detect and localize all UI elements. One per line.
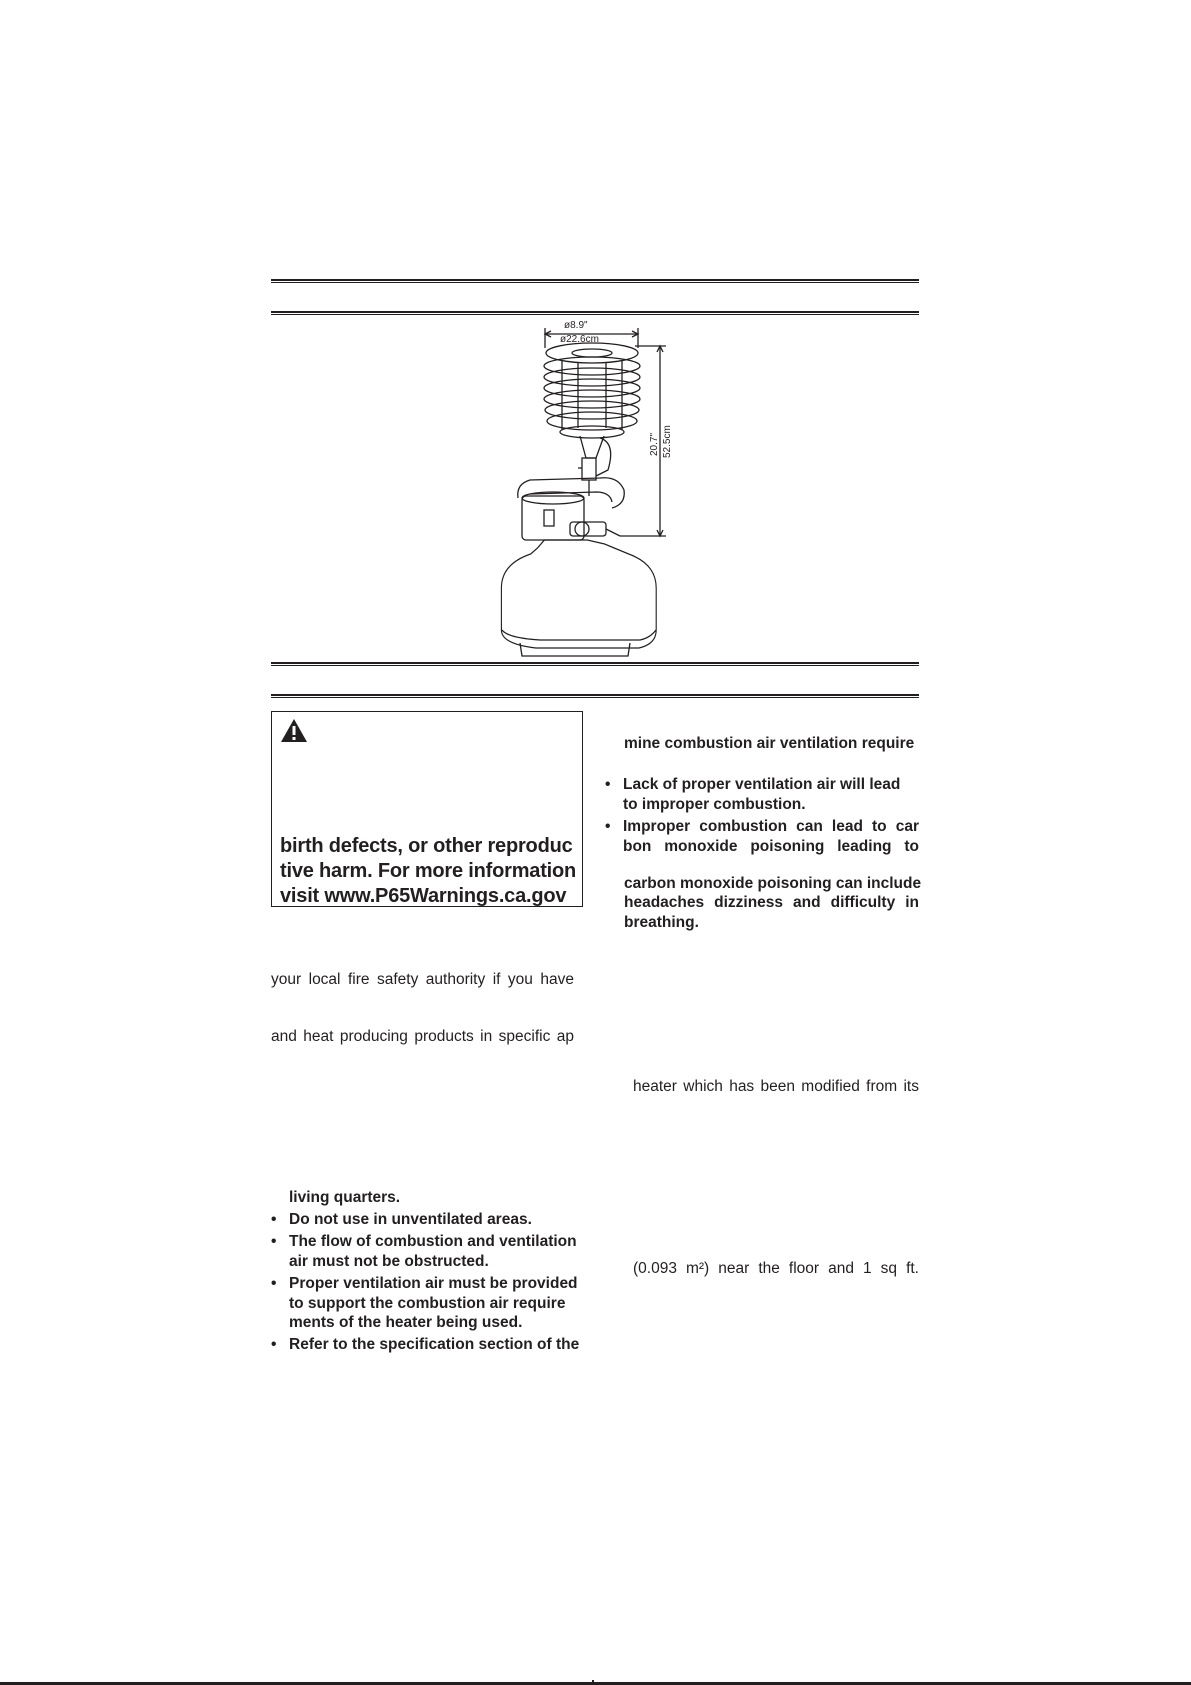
page-center-mark xyxy=(592,1680,594,1685)
line-heat-products: and heat producing products in specific ap xyxy=(271,1028,574,1045)
bullet-line: to support the combustion air require xyxy=(289,1294,566,1312)
line-modified-heater: heater which has been modified from its xyxy=(633,1078,919,1095)
p65-line: tive harm. For more information xyxy=(280,860,577,882)
line-mine-combustion: mine combustion air ventilation require xyxy=(624,735,915,752)
p65-line: birth defects, or other reproduc xyxy=(280,835,573,857)
bullet-line: ments of the heater being used. xyxy=(289,1314,523,1331)
diameter-cm-label: ø22.6cm xyxy=(560,334,599,345)
heater-figure xyxy=(500,318,700,660)
line-floor-vent: (0.093 m²) near the floor and 1 sq ft. xyxy=(633,1260,919,1277)
section-rule-text-top xyxy=(271,694,919,698)
bullet-line: Lack of proper ventilation air will lead xyxy=(623,776,901,793)
bullet-line: The flow of combustion and ventilation xyxy=(289,1233,577,1250)
diameter-in-label: ø8.9" xyxy=(564,320,588,331)
section-rule-figure-bottom xyxy=(271,662,919,666)
bullet-line: Improper combustion can lead to car xyxy=(623,818,919,835)
line-living-quarters: living quarters. xyxy=(289,1189,401,1206)
bullet-line: bon monoxide poisoning leading to xyxy=(623,837,919,855)
bullet-line: air must not be obstructed. xyxy=(289,1252,489,1270)
warning-triangle-icon xyxy=(280,718,308,743)
p65-warning-text xyxy=(280,834,576,909)
bullet-line: to improper combustion. xyxy=(623,795,806,813)
line-fire-safety: your local fire safety authority if you have xyxy=(271,971,574,988)
bullet-line: Do not use in unventilated areas. xyxy=(289,1211,532,1228)
p65-line: visit www.P65Warnings.ca.gov xyxy=(280,885,567,907)
section-rule-top xyxy=(271,279,919,283)
height-in-label: 20.7" xyxy=(649,432,660,456)
height-cm-label: 52.5cm xyxy=(662,425,673,458)
p65-warning-box xyxy=(271,711,583,907)
co-line: carbon monoxide poisoning can include xyxy=(624,875,922,892)
bullet-line: Proper ventilation air must be provided xyxy=(289,1275,578,1292)
co-line: breathing. xyxy=(624,914,699,931)
bullet-line: Refer to the specification section of the xyxy=(289,1336,580,1353)
co-line: headaches dizziness and difficulty in xyxy=(624,894,919,911)
section-rule-figure-top xyxy=(271,311,919,315)
